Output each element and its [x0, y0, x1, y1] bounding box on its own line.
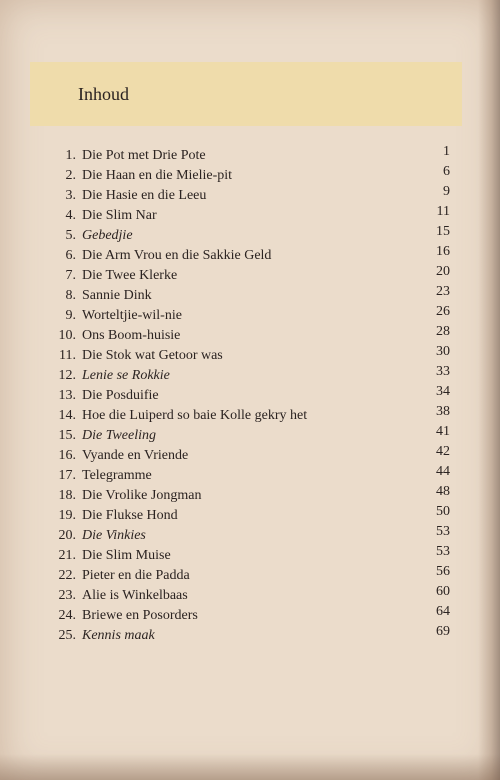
page-bottom-shadow — [0, 754, 500, 780]
toc-entry-page: 23 — [436, 284, 450, 299]
toc-entry-title: Briewe en Posorders — [82, 608, 198, 623]
toc-entry — [50, 246, 470, 266]
toc-entry — [50, 526, 470, 546]
toc-entry-number: 10. — [58, 328, 76, 343]
toc-entry-page: 48 — [436, 484, 450, 499]
toc-entry-page: 28 — [436, 324, 450, 339]
toc-entry-number: 20. — [58, 528, 76, 543]
toc-entry-page: 1 — [443, 144, 450, 159]
table-of-contents — [50, 146, 470, 646]
page-edge-shadow — [478, 0, 500, 780]
toc-entry-title: Die Vrolike Jongman — [82, 488, 202, 503]
toc-entry-title: Die Posduifie — [82, 388, 159, 403]
toc-entry-title: Lenie se Rokkie — [82, 368, 170, 383]
toc-entry-title: Pieter en die Padda — [82, 568, 190, 583]
toc-entry-number: 6. — [65, 248, 76, 263]
toc-entry — [50, 306, 470, 326]
toc-entry-title: Kennis maak — [82, 628, 155, 643]
toc-entry-number: 3. — [65, 188, 76, 203]
toc-entry-number: 17. — [58, 468, 76, 483]
toc-entry — [50, 186, 470, 206]
toc-entry-number: 1. — [65, 148, 76, 163]
toc-entry-title: Die Tweeling — [82, 428, 157, 443]
toc-entry-number: 4. — [65, 208, 76, 223]
toc-entry-number: 19. — [58, 508, 76, 523]
toc-entry — [50, 346, 470, 366]
toc-entry-page: 30 — [436, 344, 450, 359]
toc-entry-number: 9. — [65, 308, 76, 323]
toc-entry — [50, 166, 470, 186]
toc-entry-number: 15. — [58, 428, 76, 443]
toc-entry-page: 56 — [436, 564, 450, 579]
toc-entry-number: 24. — [58, 608, 76, 623]
toc-entry-number: 11. — [59, 348, 76, 363]
toc-entry-title: Hoe die Luiperd so baie Kolle gekry het — [82, 408, 308, 423]
toc-entry-page: 34 — [436, 384, 450, 399]
toc-entry-page: 53 — [436, 524, 450, 539]
toc-entry — [50, 546, 470, 566]
toc-entry — [50, 226, 470, 246]
toc-entry-page: 53 — [436, 544, 450, 559]
toc-entry — [50, 266, 470, 286]
toc-entry — [50, 586, 470, 606]
toc-entry — [50, 286, 470, 306]
toc-entry — [50, 466, 470, 486]
toc-entry-number: 14. — [58, 408, 76, 423]
toc-entry-page: 69 — [436, 624, 450, 639]
toc-entry — [50, 506, 470, 526]
toc-entry-number: 25. — [58, 628, 76, 643]
toc-entry-number: 7. — [65, 268, 76, 283]
toc-entry-page: 26 — [436, 304, 450, 319]
toc-entry — [50, 406, 470, 426]
toc-entry-number: 2. — [65, 168, 76, 183]
toc-entry-page: 44 — [436, 464, 450, 479]
toc-entry-title: Die Vinkies — [82, 528, 146, 543]
toc-entry-number: 12. — [58, 368, 76, 383]
toc-entry-title: Die Flukse Hond — [82, 508, 178, 523]
toc-entry-number: 21. — [58, 548, 76, 563]
toc-entry-page: 11 — [436, 204, 450, 219]
toc-entry-number: 22. — [58, 568, 76, 583]
toc-entry-title: Gebedjie — [82, 228, 133, 243]
toc-entry-title: Ons Boom-huisie — [82, 328, 181, 343]
toc-entry-page: 64 — [436, 604, 450, 619]
toc-entry-title: Die Twee Klerke — [82, 268, 178, 283]
toc-entry-title: Die Slim Muise — [82, 548, 171, 563]
toc-entry-title: Die Slim Nar — [82, 208, 157, 223]
toc-entry — [50, 626, 470, 646]
toc-entry-number: 5. — [65, 228, 76, 243]
toc-entry-page: 6 — [443, 164, 450, 179]
toc-entry-title: Die Arm Vrou en die Sakkie Geld — [82, 248, 272, 263]
toc-entry-page: 50 — [436, 504, 450, 519]
toc-entry — [50, 386, 470, 406]
toc-entry-page: 20 — [436, 264, 450, 279]
toc-entry-number: 23. — [58, 588, 76, 603]
toc-entry — [50, 206, 470, 226]
toc-entry-title: Alie is Winkelbaas — [82, 588, 188, 603]
toc-entry — [50, 566, 470, 586]
toc-entry — [50, 606, 470, 626]
toc-entry-title: Die Stok wat Getoor was — [82, 348, 223, 363]
toc-entry-page: 16 — [436, 244, 450, 259]
toc-entry-number: 8. — [65, 288, 76, 303]
toc-entry-title: Vyande en Vriende — [82, 448, 189, 463]
toc-entry-page: 60 — [436, 584, 450, 599]
toc-entry — [50, 446, 470, 466]
toc-entry-title: Die Hasie en die Leeu — [82, 188, 207, 203]
toc-entry-page: 15 — [436, 224, 450, 239]
toc-entry — [50, 366, 470, 386]
toc-entry-title: Sannie Dink — [82, 288, 152, 303]
toc-entry-title: Worteltjie-wil-nie — [82, 308, 182, 323]
toc-entry-page: 38 — [436, 404, 450, 419]
toc-entry-page: 33 — [436, 364, 450, 379]
toc-entry-number: 13. — [58, 388, 76, 403]
toc-entry-number: 18. — [58, 488, 76, 503]
toc-entry-title: Die Pot met Drie Pote — [82, 148, 206, 163]
toc-entry-title: Telegramme — [82, 468, 152, 483]
toc-entry-page: 42 — [436, 444, 450, 459]
toc-entry — [50, 146, 470, 166]
toc-entry-title: Die Haan en die Mielie-pit — [82, 168, 233, 183]
toc-entry — [50, 486, 470, 506]
toc-entry-page: 41 — [436, 424, 450, 439]
toc-entry — [50, 426, 470, 446]
toc-entry-page: 9 — [443, 184, 450, 199]
page-title: Inhoud — [78, 84, 129, 104]
toc-entry — [50, 326, 470, 346]
toc-entry-number: 16. — [58, 448, 76, 463]
